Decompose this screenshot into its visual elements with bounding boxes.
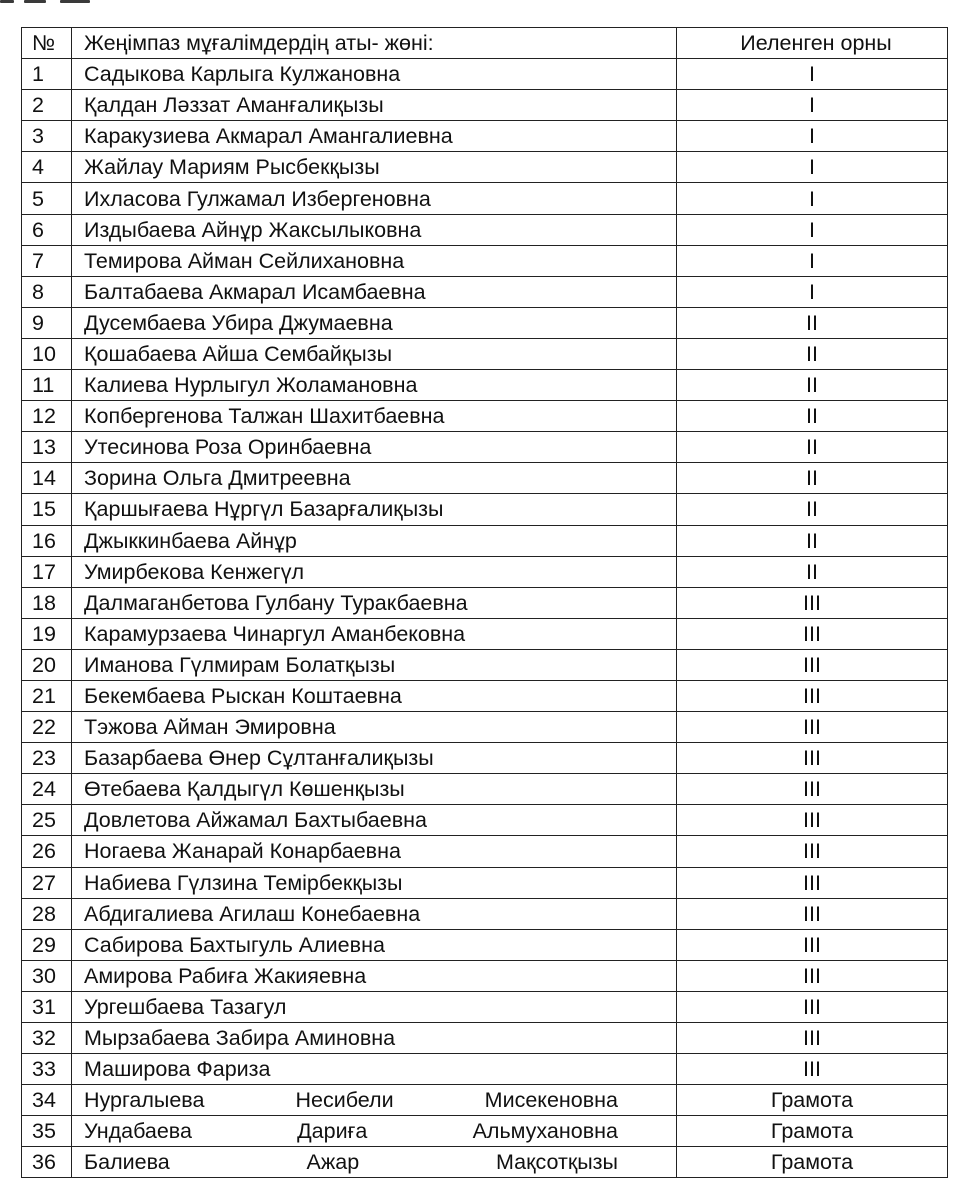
table-row	[22, 121, 948, 152]
row-number: 7	[22, 245, 72, 276]
teacher-name: Сабирова Бахтыгуль Алиевна	[72, 929, 677, 960]
row-number: 26	[22, 836, 72, 867]
teacher-name: Утесинова Роза Оринбаевна	[72, 432, 677, 463]
teacher-name: Жайлау Мариям Рысбекқызы	[72, 152, 677, 183]
table-row	[22, 960, 948, 991]
teacher-name: Довлетова Айжамал Бахтыбаевна	[72, 805, 677, 836]
awarded-place: II	[677, 370, 948, 401]
awarded-place: III	[677, 712, 948, 743]
awarded-place: III	[677, 960, 948, 991]
winners-table	[21, 27, 948, 1178]
table-row	[22, 991, 948, 1022]
row-number: 13	[22, 432, 72, 463]
teacher-name-spread	[84, 1119, 618, 1143]
table-row	[22, 463, 948, 494]
row-number: 34	[22, 1085, 72, 1116]
teacher-name: Амирова Рабиға Жакияевна	[72, 960, 677, 991]
header-name: Жеңімпаз мұғалімдердің аты- жөні:	[72, 28, 677, 59]
awarded-place: I	[677, 276, 948, 307]
table-row	[22, 59, 948, 90]
table-row	[22, 276, 948, 307]
teacher-name: Темирова Айман Сейлихановна	[72, 245, 677, 276]
table-row	[22, 214, 948, 245]
teacher-name-part: Ундабаева	[84, 1119, 192, 1144]
table-row	[22, 587, 948, 618]
row-number: 36	[22, 1147, 72, 1178]
table-row	[22, 680, 948, 711]
teacher-name: Умирбекова Кенжегүл	[72, 556, 677, 587]
awarded-place: I	[677, 214, 948, 245]
table-row	[22, 618, 948, 649]
awarded-place: I	[677, 90, 948, 121]
row-number: 5	[22, 183, 72, 214]
awarded-place: II	[677, 463, 948, 494]
table-row	[22, 1054, 948, 1085]
teacher-name-part: Альмухановна	[472, 1119, 618, 1144]
awarded-place: II	[677, 494, 948, 525]
teacher-name: Қаршығаева Нұргүл Базарғалиқызы	[72, 494, 677, 525]
row-number: 19	[22, 618, 72, 649]
teacher-name: Ихласова Гулжамал Избергеновна	[72, 183, 677, 214]
awarded-place: II	[677, 307, 948, 338]
row-number: 17	[22, 556, 72, 587]
header-number: №	[22, 28, 72, 59]
table-row	[22, 183, 948, 214]
teacher-name: Тэжова Айман Эмировна	[72, 712, 677, 743]
row-number: 33	[22, 1054, 72, 1085]
awarded-place: I	[677, 183, 948, 214]
row-number: 10	[22, 338, 72, 369]
teacher-name-spread	[84, 1150, 618, 1174]
teacher-name-part: Несибели	[295, 1088, 394, 1113]
awarded-place: III	[677, 867, 948, 898]
teacher-name: Калиева Нурлыгул Жоламановна	[72, 370, 677, 401]
row-number: 25	[22, 805, 72, 836]
table-row	[22, 401, 948, 432]
teacher-name: Зорина Ольга Дмитреевна	[72, 463, 677, 494]
teacher-name: Каракузиева Акмарал Амангалиевна	[72, 121, 677, 152]
row-number: 14	[22, 463, 72, 494]
row-number: 35	[22, 1116, 72, 1147]
teacher-name-part: Ажар	[306, 1150, 360, 1175]
awarded-place: III	[677, 587, 948, 618]
teacher-name	[72, 1085, 677, 1116]
teacher-name: Иманова Гүлмирам Болатқызы	[72, 649, 677, 680]
awarded-place: II	[677, 401, 948, 432]
table-row	[22, 152, 948, 183]
cropped-text-fragment	[0, 0, 960, 12]
row-number: 21	[22, 680, 72, 711]
teacher-name-part: Нургалыева	[84, 1088, 205, 1113]
teacher-name: Набиева Гүлзина Темірбекқызы	[72, 867, 677, 898]
header-place: Иеленген орны	[677, 28, 948, 59]
table-row	[22, 867, 948, 898]
teacher-name: Издыбаева Айнұр Жаксылыковна	[72, 214, 677, 245]
teacher-name: Мырзабаева Забира Аминовна	[72, 1023, 677, 1054]
row-number: 2	[22, 90, 72, 121]
table-row	[22, 743, 948, 774]
row-number: 8	[22, 276, 72, 307]
awarded-place: Грамота	[677, 1147, 948, 1178]
document-sheet	[21, 27, 947, 1178]
row-number: 27	[22, 867, 72, 898]
table-row	[22, 1085, 948, 1116]
awarded-place: III	[677, 743, 948, 774]
table-row	[22, 774, 948, 805]
table-row	[22, 898, 948, 929]
row-number: 15	[22, 494, 72, 525]
teacher-name: Ногаева Жанарай Конарбаевна	[72, 836, 677, 867]
table-row	[22, 556, 948, 587]
teacher-name	[72, 1147, 677, 1178]
awarded-place: III	[677, 1054, 948, 1085]
awarded-place: III	[677, 1023, 948, 1054]
table-row	[22, 307, 948, 338]
table-row	[22, 1023, 948, 1054]
teacher-name: Өтебаева Қалдыгүл Көшенқызы	[72, 774, 677, 805]
table-row	[22, 525, 948, 556]
teacher-name: Далмаганбетова Гулбану Туракбаевна	[72, 587, 677, 618]
table-row	[22, 712, 948, 743]
table-row	[22, 649, 948, 680]
table-row	[22, 370, 948, 401]
awarded-place: Грамота	[677, 1116, 948, 1147]
table-row	[22, 805, 948, 836]
teacher-name-part: Мақсотқызы	[495, 1150, 618, 1175]
awarded-place: III	[677, 618, 948, 649]
awarded-place: II	[677, 338, 948, 369]
table-row	[22, 929, 948, 960]
row-number: 4	[22, 152, 72, 183]
row-number: 9	[22, 307, 72, 338]
table-row	[22, 245, 948, 276]
row-number: 18	[22, 587, 72, 618]
awarded-place: I	[677, 59, 948, 90]
table-body	[22, 59, 948, 1178]
teacher-name: Ургешбаева Тазагул	[72, 991, 677, 1022]
awarded-place: II	[677, 556, 948, 587]
teacher-name: Базарбаева Өнер Сұлтанғалиқызы	[72, 743, 677, 774]
row-number: 6	[22, 214, 72, 245]
row-number: 28	[22, 898, 72, 929]
teacher-name: Абдигалиева Агилаш Конебаевна	[72, 898, 677, 929]
awarded-place: I	[677, 245, 948, 276]
table-header-row	[22, 28, 948, 59]
awarded-place: Грамота	[677, 1085, 948, 1116]
row-number: 3	[22, 121, 72, 152]
awarded-place: III	[677, 898, 948, 929]
row-number: 29	[22, 929, 72, 960]
table-row	[22, 494, 948, 525]
awarded-place: III	[677, 929, 948, 960]
row-number: 31	[22, 991, 72, 1022]
teacher-name: Джыккинбаева Айнұр	[72, 525, 677, 556]
row-number: 20	[22, 649, 72, 680]
teacher-name-part: Балиева	[84, 1150, 170, 1175]
row-number: 12	[22, 401, 72, 432]
awarded-place: III	[677, 836, 948, 867]
awarded-place: II	[677, 432, 948, 463]
teacher-name: Қошабаева Айша Сембайқызы	[72, 338, 677, 369]
awarded-place: III	[677, 805, 948, 836]
teacher-name: Садыкова Карлыга Кулжановна	[72, 59, 677, 90]
row-number: 16	[22, 525, 72, 556]
awarded-place: III	[677, 774, 948, 805]
teacher-name-part: Мисекеновна	[484, 1088, 618, 1113]
row-number: 24	[22, 774, 72, 805]
row-number: 11	[22, 370, 72, 401]
teacher-name: Дусембаева Убира Джумаевна	[72, 307, 677, 338]
row-number: 23	[22, 743, 72, 774]
row-number: 22	[22, 712, 72, 743]
row-number: 1	[22, 59, 72, 90]
teacher-name: Карамурзаева Чинаргул Аманбековна	[72, 618, 677, 649]
table-row	[22, 338, 948, 369]
awarded-place: III	[677, 991, 948, 1022]
table-row	[22, 90, 948, 121]
table-row	[22, 1116, 948, 1147]
awarded-place: II	[677, 525, 948, 556]
awarded-place: III	[677, 680, 948, 711]
awarded-place: I	[677, 152, 948, 183]
table-row	[22, 1147, 948, 1178]
teacher-name: Копбергенова Талжан Шахитбаевна	[72, 401, 677, 432]
teacher-name-part: Дариға	[297, 1119, 368, 1144]
table-row	[22, 432, 948, 463]
row-number: 32	[22, 1023, 72, 1054]
teacher-name: Маширова Фариза	[72, 1054, 677, 1085]
awarded-place: III	[677, 649, 948, 680]
row-number: 30	[22, 960, 72, 991]
teacher-name: Балтабаева Акмарал Исамбаевна	[72, 276, 677, 307]
table-row	[22, 836, 948, 867]
awarded-place: I	[677, 121, 948, 152]
teacher-name: Бекембаева Рыскан Коштаевна	[72, 680, 677, 711]
teacher-name	[72, 1116, 677, 1147]
teacher-name: Қалдан Ләззат Аманғалиқызы	[72, 90, 677, 121]
teacher-name-spread	[84, 1088, 618, 1112]
